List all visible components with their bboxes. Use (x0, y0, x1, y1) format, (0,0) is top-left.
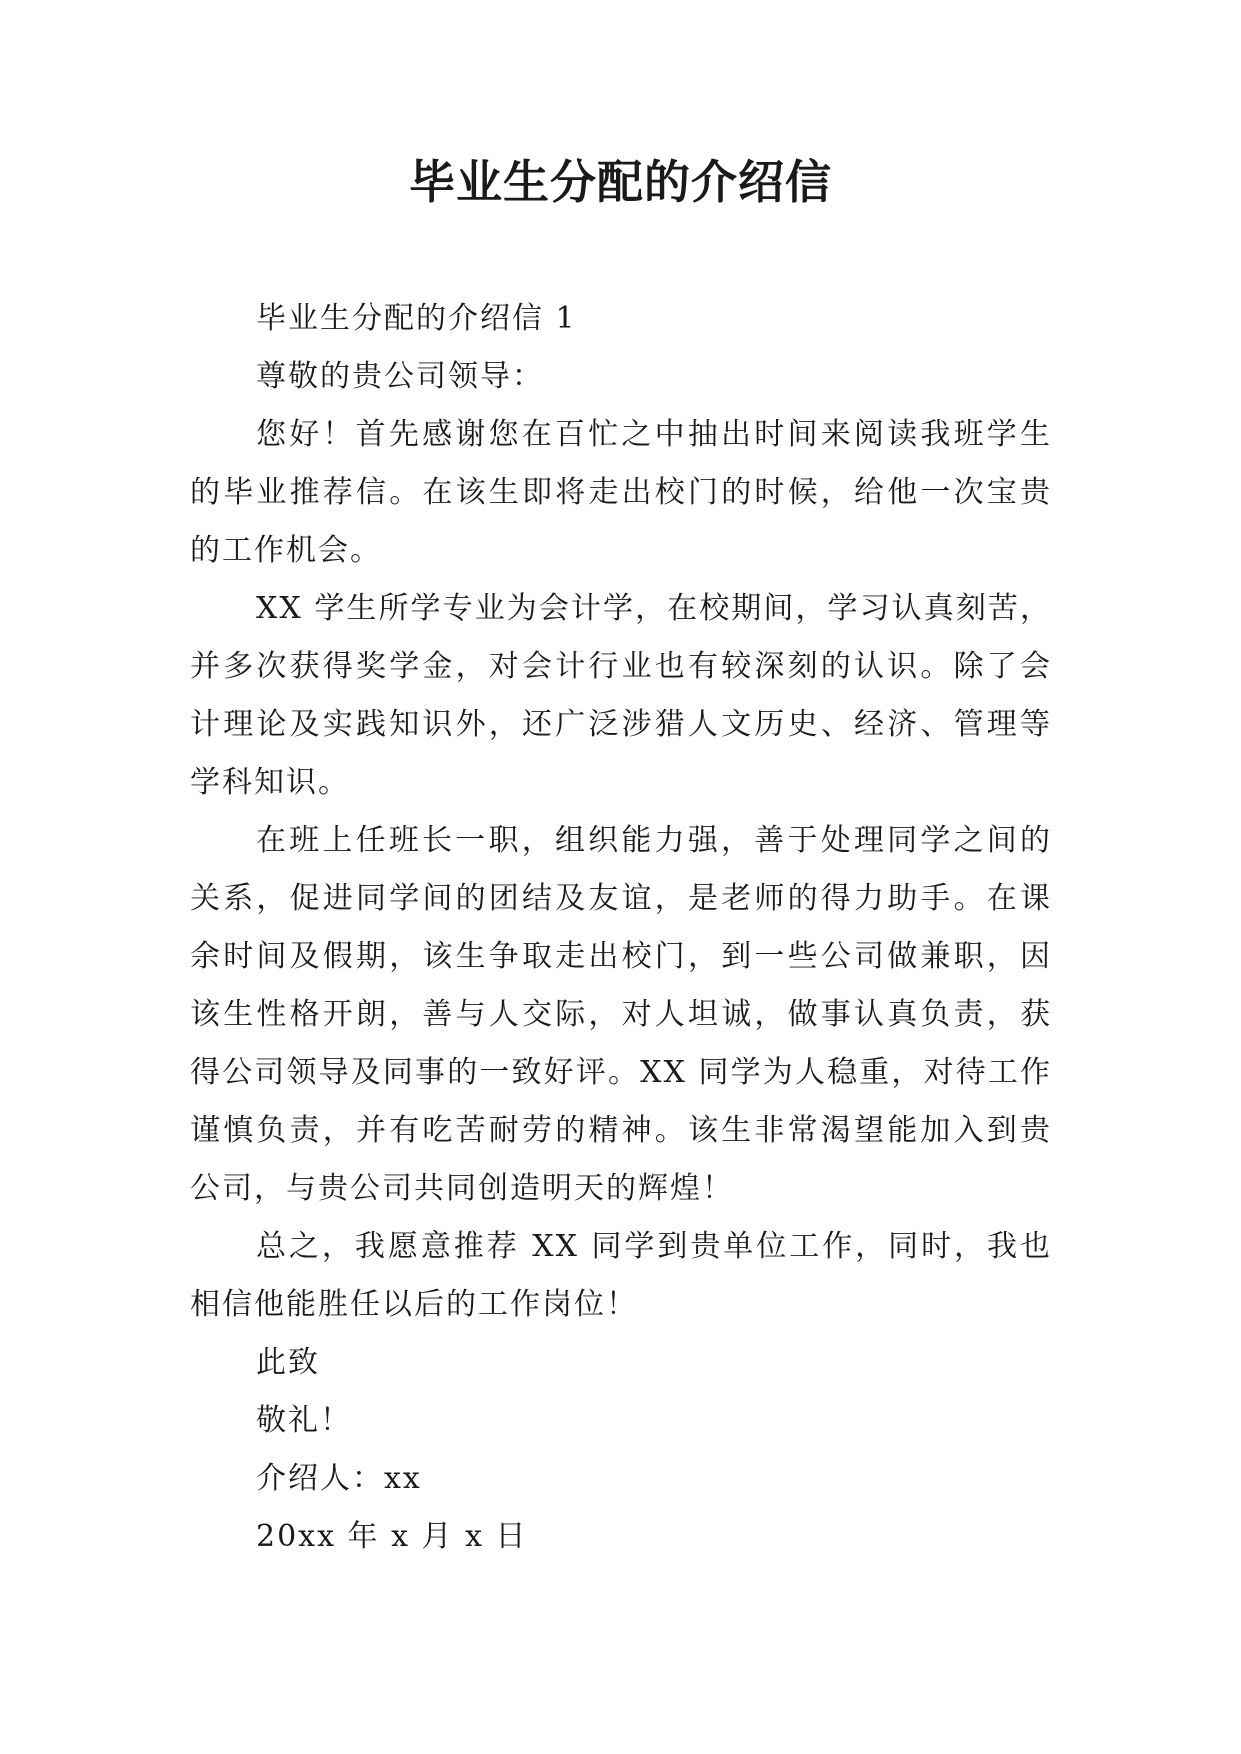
letter-body (190, 290, 1052, 1566)
letter-subtitle: 毕业生分配的介绍信 1 (256, 301, 577, 336)
document-title: 毕业生分配的介绍信 (409, 155, 832, 209)
letter-salutation: 尊敬的贵公司领导： (256, 359, 544, 394)
letter-date: 20xx 年 x 月 x 日 (256, 1519, 528, 1554)
letter-paragraph-4: 总之，我愿意推荐 XX 同学到贵单位工作，同时，我也相信他能胜任以后的工作岗位！ (190, 1229, 1052, 1322)
letter-paragraph-3: 在班上任班长一职，组织能力强，善于处理同学之间的关系，促进同学间的团结及友谊，是老师的得力助手。在课余时间及假期，该生争取走出校门，到一些公司做兼职，因该生性格开朗，善与人交际，对人坦诚，做事认真负责，获得公司领导及同事的一致好评。XX 同学为人稳重，对待工作谨慎负责，并有吃苦耐劳的精神。该生非常渴望能加入到贵公司，与贵公司共同创造明天的辉煌！ (190, 823, 1052, 1206)
letter-closing-jingli: 敬礼！ (256, 1403, 352, 1438)
letter-closing-cizhi: 此致 (256, 1345, 320, 1380)
letter-paragraph-2: XX 学生所学专业为会计学，在校期间，学习认真刻苦，并多次获得奖学金，对会计行业也有较深刻的认识。除了会计理论及实践知识外，还广泛涉猎人文历史、经济、管理等学科知识。 (190, 591, 1052, 800)
letter-paragraph-1: 您好！首先感谢您在百忙之中抽出时间来阅读我班学生的毕业推荐信。在该生即将走出校门的时候，给他一次宝贵的工作机会。 (190, 417, 1052, 568)
letter-referrer: 介绍人：xx (256, 1461, 422, 1496)
